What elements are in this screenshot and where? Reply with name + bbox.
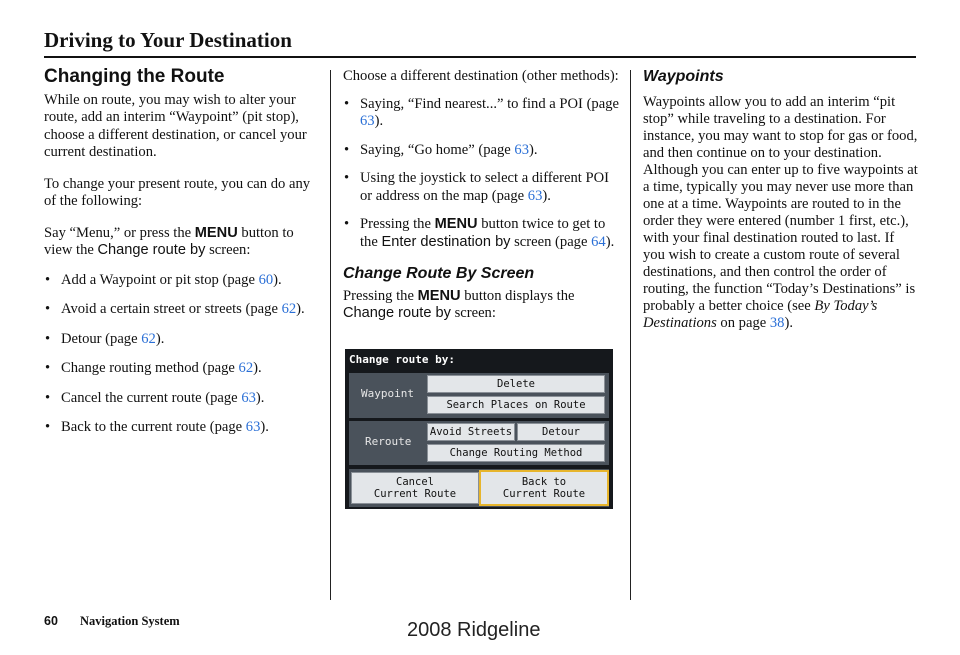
text: ). [155, 330, 165, 347]
page-link[interactable]: 62 [281, 301, 297, 317]
page-link[interactable]: 62 [238, 360, 254, 376]
column-3 [643, 68, 918, 346]
screen-name: Change route by [343, 305, 451, 321]
change-routing-method-button[interactable]: Change Routing Method [427, 444, 605, 462]
text: Cancel the current route (page [61, 389, 242, 406]
list-item [44, 390, 322, 408]
nav-screen-title: Change route by: [349, 353, 455, 366]
button-label: Current Route [373, 488, 457, 500]
column-2 [343, 68, 621, 337]
section-heading-waypoints: Waypoints [643, 68, 724, 85]
text: ). [273, 271, 282, 288]
cross-reference: By Today’s Destinations [643, 297, 878, 331]
text: ). [253, 360, 262, 376]
list-item [44, 419, 322, 437]
text: screen: [450, 305, 496, 321]
screen-name: Enter destination by [381, 233, 511, 250]
button-label: Cancel [396, 476, 434, 488]
text: ). [255, 389, 265, 406]
section-heading-changing-route: Changing the Route [44, 66, 225, 87]
detour-button[interactable]: Detour [517, 423, 605, 441]
footer-title: Navigation System [80, 614, 180, 628]
page-link[interactable]: 63 [360, 113, 375, 129]
text: Pressing the [343, 287, 418, 304]
text: Using the joystick to select a different POI or address on the map (page [360, 170, 609, 204]
text: Change routing method (page [61, 360, 239, 376]
page-link[interactable]: 63 [241, 389, 256, 406]
menu-keyword: MENU [434, 216, 478, 232]
text: screen (page [510, 233, 592, 250]
waypoints-paragraph [643, 94, 918, 332]
page-link[interactable]: 63 [514, 141, 529, 158]
text: ). [784, 314, 793, 331]
destination-methods-list [343, 96, 621, 252]
text: button displays the [460, 287, 575, 304]
text: Add a Waypoint or pit stop (page [61, 271, 259, 288]
text: ). [296, 301, 305, 317]
page-link[interactable]: 63 [527, 187, 543, 204]
search-places-button[interactable]: Search Places on Route [427, 396, 605, 414]
text: ). [542, 187, 551, 204]
text: on page [716, 314, 770, 331]
paragraph: To change your present route, you can do any of the following: [44, 175, 311, 209]
menu-keyword: MENU [194, 224, 238, 241]
column-divider-1 [330, 70, 331, 600]
text: Saying, “Go home” (page [360, 141, 515, 158]
text: Saying, “Find nearest...” to find a POI (page [360, 95, 619, 112]
list-item [343, 170, 621, 205]
list-item [44, 360, 322, 378]
text: Say “Menu,” or press the [44, 224, 195, 241]
text: button twice to get to the [360, 216, 606, 250]
text: Waypoints allow you to add an interim “pit stop” while traveling to a destination. For instance, you may want to stop for gas or food, and then continue on to your destination. Although you can enter up to five waypoints at a time, typically you may never use more than one at a time. Waypoints are routed to in the order they were entered (number 1 first, etc.), with your final destination routed to last. If you wish to create a custom route of several destinations, and then control the order of routing, the function “Today’s Destinations” is probably a better choice (see [643, 93, 918, 314]
text: screen: [205, 242, 251, 258]
list-item [44, 301, 322, 319]
page-link[interactable]: 62 [141, 330, 156, 347]
header-rule [44, 56, 916, 58]
column-divider-2 [630, 70, 631, 600]
button-label: Current Route [502, 488, 586, 500]
list-item [343, 142, 621, 160]
paragraph: Choose a different destination (other methods): [343, 68, 619, 84]
text: ). [605, 233, 615, 250]
page-header-title: Driving to Your Destination [44, 28, 292, 52]
text: ). [260, 419, 269, 435]
change-route-screen-image [345, 349, 613, 509]
cancel-current-route-button[interactable] [351, 472, 479, 504]
page-link[interactable]: 63 [245, 419, 261, 435]
column-1 [44, 68, 322, 449]
text: Detour (page [61, 330, 142, 347]
text: ). [529, 141, 538, 158]
footer-page-number: 60 [44, 614, 58, 628]
page-link[interactable]: 38 [769, 314, 785, 331]
options-list [44, 272, 322, 437]
page-link[interactable]: 60 [258, 271, 274, 288]
text: Pressing the [360, 216, 435, 232]
paragraph: While on route, you may wish to alter your route, add an interim “Waypoint” (pit stop), choose a different destination, or cancel your current destination. [44, 91, 307, 160]
watermark: 2008 Ridgeline [407, 619, 541, 641]
text: ). [374, 113, 384, 129]
button-label: Back to [521, 476, 567, 488]
paragraph-screen-intro [343, 288, 621, 323]
list-item [343, 216, 621, 251]
list-item [44, 331, 322, 349]
list-item [44, 272, 322, 290]
section-heading-change-route-by: Change Route By Screen [343, 265, 535, 282]
back-to-current-route-button[interactable] [479, 470, 609, 506]
text: Back to the current route (page [61, 419, 246, 435]
text: button to view the [44, 224, 294, 258]
avoid-streets-button[interactable]: Avoid Streets [427, 423, 515, 441]
delete-button[interactable]: Delete [427, 375, 605, 393]
paragraph-menu-instruction [44, 225, 322, 260]
text: Avoid a certain street or streets (page [61, 301, 282, 317]
waypoint-label: Waypoint [361, 387, 414, 400]
page-link[interactable]: 64 [591, 233, 606, 250]
menu-keyword: MENU [417, 287, 461, 304]
reroute-label: Reroute [365, 435, 412, 448]
screen-name: Change route by [97, 242, 206, 258]
list-item [343, 96, 621, 131]
